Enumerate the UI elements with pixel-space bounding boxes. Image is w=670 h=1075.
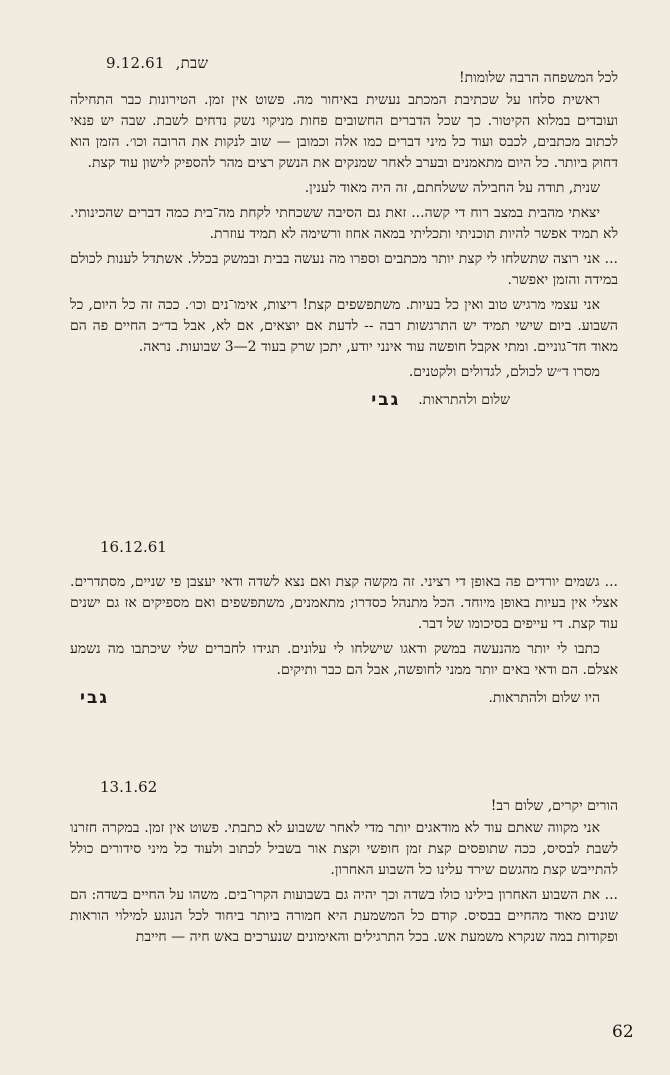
letter-body — [70, 90, 618, 383]
date-text: 9.12.61 — [106, 54, 165, 72]
letter-date — [106, 54, 208, 73]
paragraph: ... גשמים יורדים פה באופן די רציני. זה מקשה קצת ואם נצא לשדה ודאי יעצבן פי שניים, מסתדרים. אצלי אין בעיות באופן מיוחד. הכל מתנהל כסדרו; מתאמנים, משתפשפים ואם מספיקים אז גם ישנים עוד קצת. די עייפים בסיכומו של דבר. — [70, 574, 618, 632]
letter-date: 16.12.61 — [100, 538, 167, 556]
page-number: 62 — [612, 1022, 634, 1042]
letter-1 — [70, 50, 618, 411]
paragraph: מסרו ד״ש לכולם, לגדולים ולקטנים. — [408, 364, 600, 380]
paragraph: כתבו לי יותר מהנעשה במשק ודאגו שישלחו לי עלונים. תגידו לחברים שלי שיכתבו מה נשמע אצלם. הם ודאי באים יותר ממני לחופשה, אבל הם כבר ותיקים. — [70, 641, 618, 678]
paragraph: אני מקווה שאתם עוד לא מודאגים יותר מדי לאחר ששבוע לא כתבתי. פשוט אין זמן. במקרה חזרנו לשבת לבסיס, ככה שתופסים קצת זמן חופשי וקצת אור בשביל לכתוב ולעוד כל מיני סידורים כולל להתייבש קצת מהגשם שירד עלינו כל השבוע האחרון. — [70, 820, 618, 878]
paragraph: ... את השבוע האחרון בילינו כולו בשדה וכך יהיה גם בשבועות הקרו־בים. משהו על החיים בשדה: הם שונים מאוד מהחיים בבסיס. קודם כל המשמעת היא חמורה ביותר ביחוד לכל הנוגע למילוי הוראות ופקודות במה שנקרא משמעת אש. בכל התרגילים והאימונים שנערכים באש חיה — חייבת — [70, 887, 618, 945]
letter-3 — [70, 778, 618, 952]
signature: גבי — [80, 688, 109, 708]
signature-row — [70, 687, 618, 709]
paragraph: אני עצמי מרגיש טוב ואין כל בעיות. משתפשפים קצת! ריצות, אימו־נים וכו׳. ככה זה כל היום, כל השבוע. ביום שישי תמיד יש התרגשות רבה -- לדעת אם יוצאים, אם לא, אבל בד״כ החיים פה הם מאוד חד־גוניים. ומתי אקבל חופשה עוד אינני יודע, יתכן שרק בעוד 2—3 שבועות. נראה. — [70, 297, 618, 355]
day-label: שבת, — [175, 54, 209, 72]
paragraph: ראשית סלחו על שכתיבת המכתב נעשית באיחור מה. פשוט אין זמן. הטירונות כבר התחילה ועובדים במלוא הקיטור. כך שכל הדברים החשובים פחות מניקוי נשק נדחים לשבת. שבה יש פנאי לכתוב מכתבים, לכבס ועוד כל מיני דברים כמו אלה וכמובן — שוב לנקות את הרובה וכו׳. הזמן הוא דחוק ביותר. כל היום מתאמנים ובערב לאחר שמנקים את הנשק רצים מהר להספיק לישון עוד קצת. — [70, 92, 618, 171]
farewell-text: היו שלום ולהתראות. — [488, 690, 600, 706]
paragraph: שנית, תודה על החבילה ששלחתם, זה היה מאוד לענין. — [304, 180, 600, 196]
signature: גבי — [371, 390, 401, 410]
letter-date: 13.1.62 — [100, 778, 158, 796]
paragraph: ... אני רוצה שתשלחו לי קצת יותר מכתבים וספרו מה נעשה בבית ובמשק בכלל. אשתדל לענות לכולם במידה והזמן יאפשר. — [70, 251, 618, 288]
signature-row — [70, 389, 618, 411]
farewell-text: שלום ולהתראות. — [418, 392, 510, 408]
letter-body — [70, 818, 618, 948]
letter-2 — [70, 538, 618, 709]
paragraph: יצאתי מהבית במצב רוח די קשה... זאת גם הסיבה ששכחתי לקחת מה־בית כמה דברים שהכינותי. לא תמיד אפשר להיות תוכניתי ותכליתי במאה אחוז ורשימה לא תמיד עוזרת. — [70, 205, 618, 242]
letter-greeting: הורים יקרים, שלום רב! — [490, 798, 618, 814]
letter-greeting: לכל המשפחה הרבה שלומות! — [458, 70, 618, 86]
letter-body — [70, 572, 618, 681]
